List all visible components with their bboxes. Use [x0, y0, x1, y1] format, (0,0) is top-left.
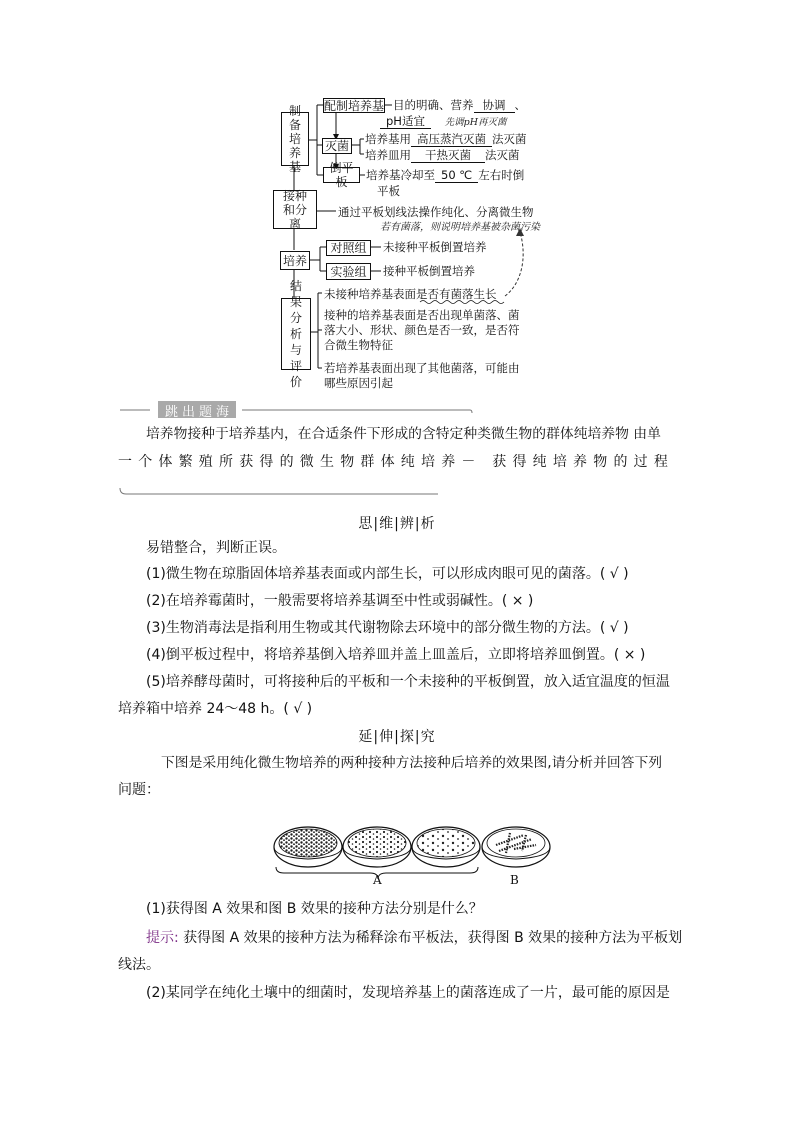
- node-culture-label: 培养: [282, 253, 307, 268]
- inoculate-text: 通过平板划线法操作纯化、分离微生物: [338, 205, 534, 219]
- summary-line1-text: 培养物接种于培养基内，在合适条件下形成的含特定种类微生物的群体纯培养物 由单: [146, 426, 661, 442]
- analysis-line6-text: 哪些原因引起: [324, 376, 393, 390]
- judge-item-1: [146, 564, 629, 584]
- summary-line-2: [118, 452, 674, 472]
- analysis-line-1: [324, 287, 497, 301]
- section-title-thinking: [0, 513, 794, 533]
- question-2: [146, 983, 670, 1003]
- summary-bottom-rule: [118, 486, 448, 500]
- node-analysis-label: 结果分析与评价: [289, 279, 302, 389]
- prep-line4-answer: 干热灭菌: [411, 148, 485, 163]
- experiment-group-text: 接种平板倒置培养: [383, 264, 475, 278]
- step-pour-plate: [323, 161, 360, 189]
- step-sterilize: [322, 138, 352, 154]
- prep-line1-answer: 协调: [474, 98, 515, 113]
- step-sterilize-label: 灭菌: [324, 139, 349, 153]
- judge-item1-text: (1)微生物在琼脂固体培养基表面或内部生长，可以形成肉眼可见的菌落。( √ ): [146, 566, 629, 582]
- node-inoculate-label: 接种和分离: [282, 188, 307, 231]
- prep-line3-suffix: 法灭菌: [492, 132, 527, 146]
- prep-line-6: [377, 184, 400, 198]
- control-group-box: [326, 240, 371, 256]
- prep-line5-prefix: 培养基冷却至: [366, 168, 435, 182]
- summary-line2-text: 一个体繁殖所获得的微生物群体纯培养－ 获得纯培养物的过程: [118, 454, 675, 470]
- analysis-line3-text: 落大小、形状、颜色是否一致，是否符: [324, 323, 520, 337]
- prep-line-3: [365, 132, 527, 146]
- control-group-desc: [383, 240, 487, 254]
- judge-item3-text: (3)生物消毒法是指利用生物或其代谢物除去环境中的部分微生物的方法。( √ ): [146, 620, 629, 636]
- prep-line4-suffix: 法灭菌: [485, 148, 520, 162]
- judge-item-4: [146, 645, 645, 665]
- handwritten-note-contamination: [380, 221, 540, 235]
- prep-line5-answer: 50 ℃: [435, 168, 478, 183]
- banner-char-4: 海: [215, 405, 229, 420]
- figure-label-b: [510, 873, 519, 887]
- petri-dish-b: [482, 827, 550, 867]
- step-prepare-label: 配制培养基: [324, 98, 385, 113]
- section1-intro: [146, 538, 286, 558]
- section2-intro1-text: 下图是采用纯化微生物培养的两种接种方法接种后培养的效果图,请分析并回答下列: [161, 755, 663, 771]
- figure-label-a-text: A: [373, 873, 382, 887]
- prep-line2-answer: pH适宜: [380, 114, 431, 129]
- judge-item-2: [146, 591, 533, 611]
- figure-label-a: [373, 873, 382, 887]
- section2-intro-2: [118, 780, 160, 800]
- handwritten-note-ph: 先调pH再灭菌: [444, 117, 507, 128]
- judge-item-5: [146, 672, 670, 692]
- judge-item2-text: (2)在培养霉菌时，一般需要将培养基调至中性或弱碱性。( × ): [146, 593, 534, 609]
- summary-line-1: [146, 424, 661, 444]
- analysis-line-5: [324, 361, 520, 375]
- hint-1-cont: [118, 955, 160, 975]
- analysis-line-3: [324, 323, 520, 337]
- analysis-line-2: [324, 308, 520, 322]
- prep-line1-prefix: 目的明确、营养: [393, 98, 474, 112]
- judge-item-3: [146, 618, 629, 638]
- question-1: [146, 899, 483, 919]
- analysis-line1-text: 未接种培养基表面是否有菌落生长: [324, 287, 497, 301]
- section1-title-text: 思|维|辨|析: [358, 516, 436, 532]
- diagram-connectors: [0, 0, 794, 400]
- section1-intro-text: 易错整合，判断正误。: [146, 540, 286, 556]
- hint-text: 获得图 A 效果的接种方法为稀释涂布平板法，获得图 B 效果的接种方法为平板划: [178, 930, 683, 946]
- petri-dish-a1: [274, 827, 342, 867]
- section-title-extension: [0, 726, 794, 746]
- judge-item-5-cont: [118, 699, 312, 719]
- step-pour-label: 倒平板: [329, 161, 354, 189]
- prep-line-2: [380, 114, 506, 130]
- node-prepare-label: 制备培养基: [288, 104, 301, 174]
- prep-line-4: [365, 148, 520, 162]
- experiment-group-desc: [383, 264, 475, 278]
- inoculate-description: [338, 205, 534, 219]
- prep-line5-suffix: 左右时倒: [478, 168, 525, 182]
- prep-line-5: [366, 168, 524, 182]
- node-culture: [280, 251, 310, 270]
- node-prepare-medium: [281, 104, 309, 174]
- prep-line3-answer: 高压蒸汽灭菌: [411, 132, 492, 147]
- node-inoculate-separate: [273, 190, 317, 229]
- question2-text: (2)某同学在纯化土壤中的细菌时，发现培养基上的菌落连成了一片，最可能的原因是: [146, 985, 670, 1001]
- experiment-group-box: [326, 263, 371, 280]
- figure-label-b-text: B: [510, 873, 519, 887]
- judge-item5-cont-text: 培养箱中培养 24～48 h。( √ ): [118, 701, 313, 717]
- prep-line-1: [393, 98, 526, 112]
- inoculate-note-text: 若有菌落，则说明培养基被杂菌污染: [380, 222, 540, 233]
- prep-line3-prefix: 培养基用: [365, 132, 411, 146]
- section2-intro2-text: 问题：: [118, 782, 160, 798]
- petri-dish-a3: [412, 827, 480, 867]
- hint-1: [146, 928, 682, 948]
- judge-item5-text: (5)培养酵母菌时，可将接种后的平板和一个未接种的平板倒置，放入适宜温度的恒温: [146, 674, 670, 690]
- section2-title-text: 延|伸|探|究: [358, 729, 436, 745]
- analysis-line-4: [324, 338, 393, 352]
- hint-label: 提示:: [146, 930, 179, 946]
- section2-intro-1: [161, 753, 662, 773]
- banner-jump-out: [158, 401, 236, 418]
- prep-line1-suffix: 、: [514, 98, 526, 112]
- banner-char-1: 跳: [164, 405, 178, 420]
- judge-item4-text: (4)倒平板过程中，将培养基倒入培养皿并盖上皿盖后，立即将培养皿倒置。( × ): [146, 647, 646, 663]
- analysis-line2-text: 接种的培养基表面是否出现单菌落、菌: [324, 308, 520, 322]
- node-result-analysis: [281, 279, 311, 389]
- control-group-label: 对照组: [330, 241, 367, 255]
- prep-line6-text: 平板: [377, 184, 400, 198]
- petri-dish-a2: [343, 827, 411, 867]
- experiment-group-label: 实验组: [330, 264, 367, 279]
- hint-cont-text: 线法。: [118, 957, 160, 973]
- prep-line4-prefix: 培养皿用: [365, 148, 411, 162]
- analysis-line4-text: 合微生物特征: [324, 338, 393, 352]
- analysis-line5-text: 若培养基表面出现了其他菌落，可能由: [324, 361, 520, 375]
- banner-char-2: 出: [181, 405, 195, 420]
- analysis-line-6: [324, 376, 393, 390]
- banner-char-3: 题: [198, 405, 212, 420]
- control-group-text: 未接种平板倒置培养: [383, 240, 487, 254]
- question1-text: (1)获得图 A 效果和图 B 效果的接种方法分别是什么？: [146, 901, 483, 917]
- step-prepare-medium: [323, 98, 385, 113]
